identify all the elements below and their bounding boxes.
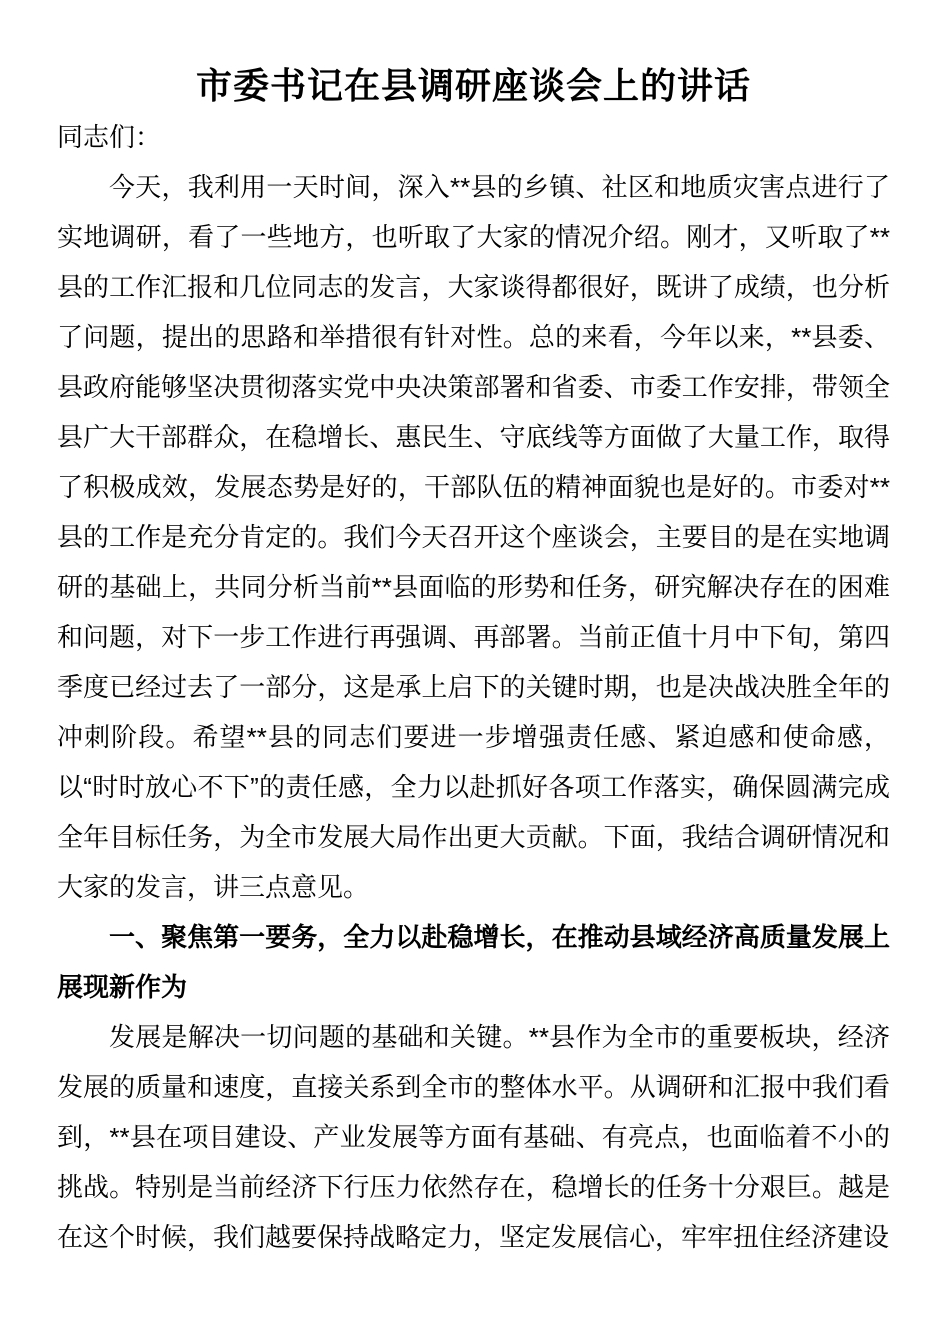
section-heading: 一、聚焦第一要务，全力以赴稳增长，在推动县域经济高质量发展上展现新作为 <box>57 922 890 1002</box>
document-title: 市委书记在县调研座谈会上的讲话 <box>195 65 751 106</box>
body-paragraph: 发展是解决一切问题的基础和关键。**县作为全市的重要板块，经济发展的质量和速度，直接关系到全市的整体水平。从调研和汇报中我们看到，**县在项目建设、产业发展等方面有基础、有亮点，也面临着不小的挑战。特别是当前经济下行压力依然存在，稳增长的任务十分艰巨。越是在这个时候，我们越要保持战略定力，坚定发展信心，牢牢扭住经济建设 <box>57 1022 890 1252</box>
salutation: 同志们： <box>57 122 162 152</box>
document-body <box>57 162 890 1262</box>
body-paragraph: 今天，我利用一天时间，深入**县的乡镇、社区和地质灾害点进行了实地调研，看了一些地方，也听取了大家的情况介绍。刚才，又听取了**县的工作汇报和几位同志的发言，大家谈得都很好，既讲了成绩，也分析了问题，提出的思路和举措很有针对性。总的来看，今年以来，**县委、县政府能够坚决贯彻落实党中央决策部署和省委、市委工作安排，带领全县广大干部群众，在稳增长、惠民生、守底线等方面做了大量工作，取得了积极成效，发展态势是好的，干部队伍的精神面貌也是好的。市委对**县的工作是充分肯定的。我们今天召开这个座谈会，主要目的是在实地调研的基础上，共同分析当前**县面临的形势和任务，研究解决存在的困难和问题，对下一步工作进行再强调、再部署。当前正值十月中下旬，第四季度已经过去了一部分，这是承上启下的关键时期，也是决战决胜全年的冲刺阶段。希望**县的同志们要进一步增强责任感、紧迫感和使命感，以“时时放心不下”的责任感，全力以赴抓好各项工作落实，确保圆满完成全年目标任务，为全市发展大局作出更大贡献。下面，我结合调研情况和大家的发言，讲三点意见。 <box>57 172 890 902</box>
